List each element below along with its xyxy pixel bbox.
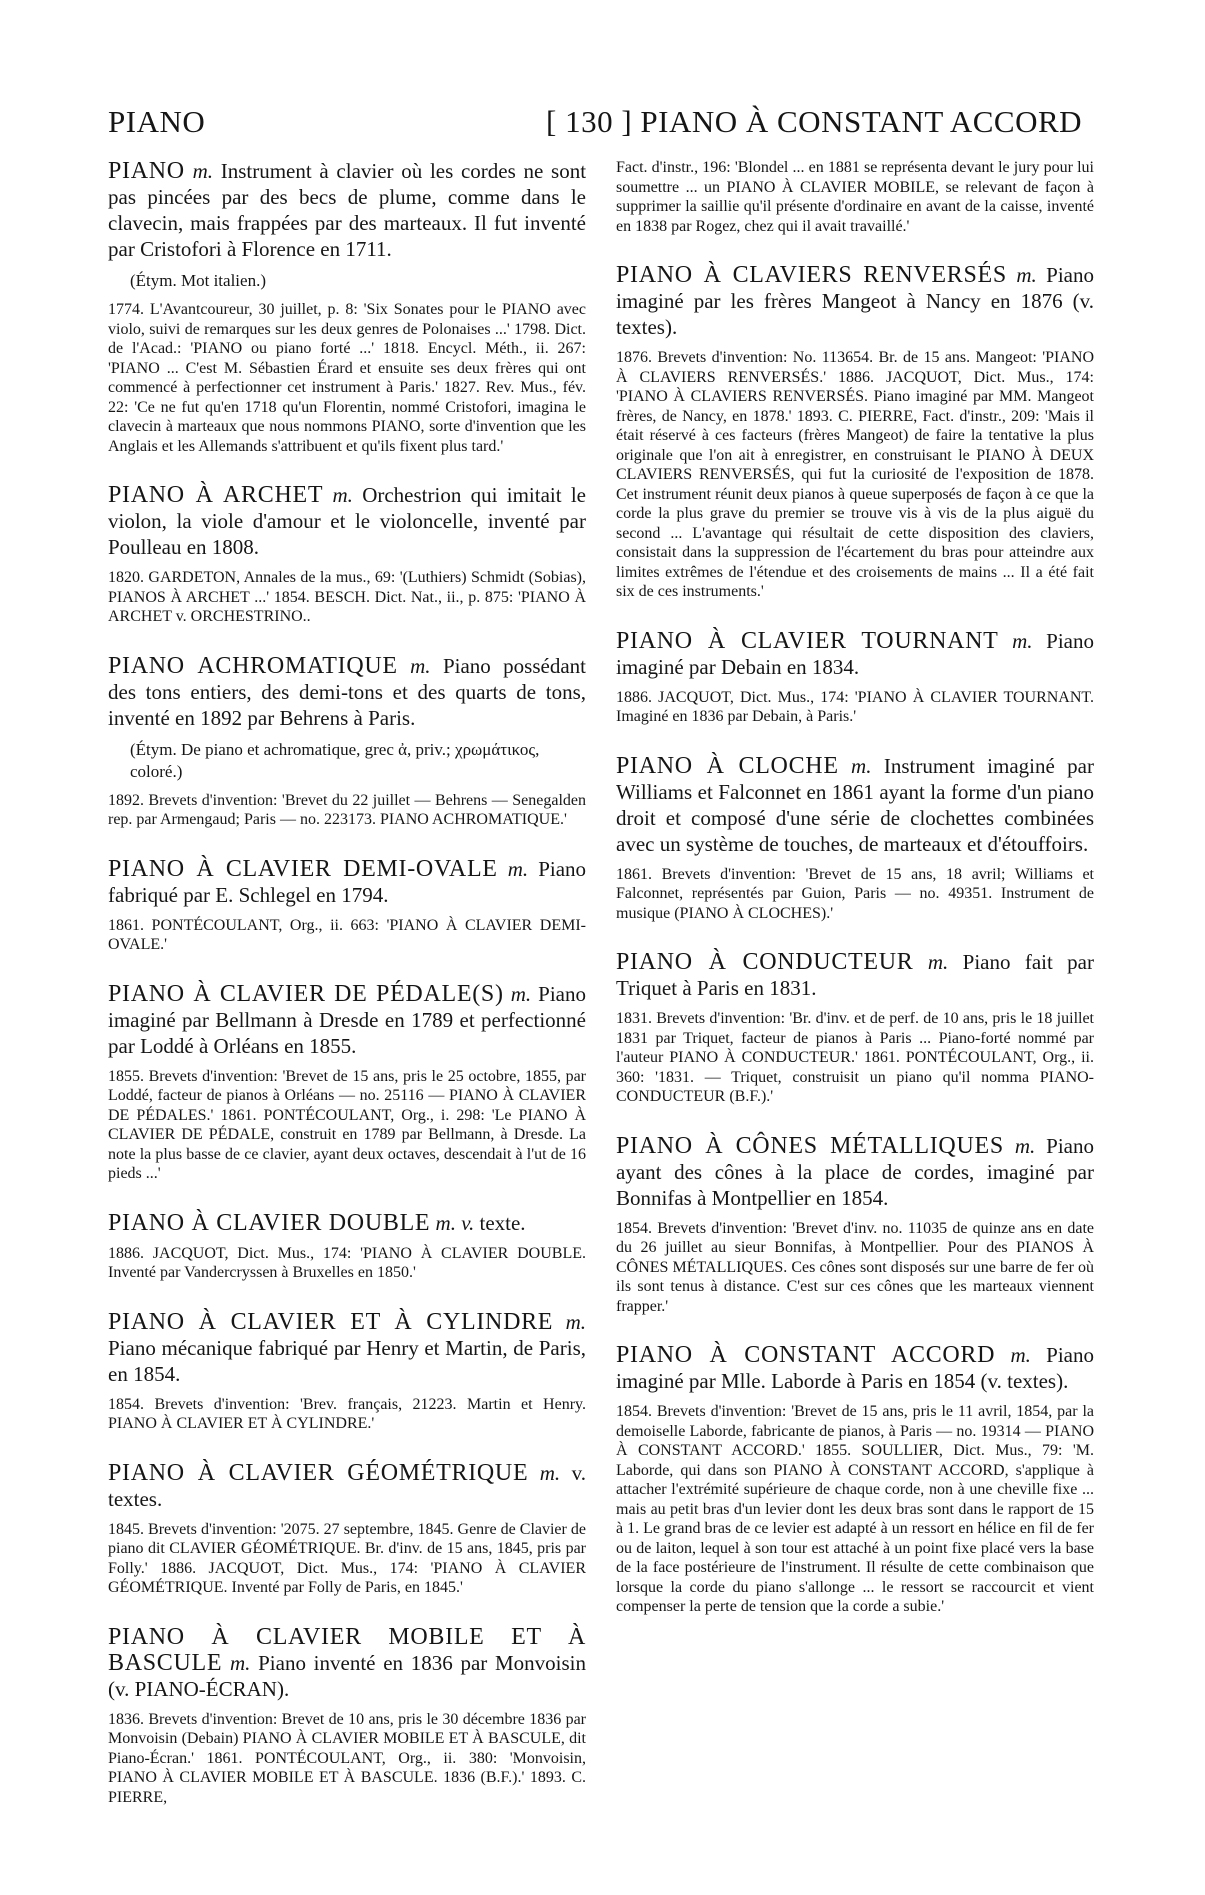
entry-citations: 1774. L'Avantcoureur, 30 juillet, p. 8: 'Six Sonates pour le PIANO avec violo, suivi de remarques sur les deux genres de Polonaises ...' 1798. Dict. de l'Acad.: 'PIANO ou piano forté ...' 1818. Encycl. Méth., ii. 267: 'PIANO ... C'est M. Sébastien Érard et ensuite ses deux frères qui ont commencé à perfectionner cet instrument à Paris.' 1827. Rev. Mus., fév. 22: 'Ce ne fut qu'en 1718 qu'un Florentin, nommé Cristofori, imagina le clavecin à marteaux que nous nommons PIANO, sorte d'invention que les Anglais et les Allemands s'attribuent et qu'ils fixent plus tard.' [108, 301, 586, 455]
entry-headword: PIANO À CÔNES MÉTALLIQUES [616, 1132, 1004, 1159]
entry-gender: m. [1014, 1133, 1036, 1158]
running-head-right: [ 130 ] PIANO À CONSTANT ACCORD [546, 104, 1083, 139]
dictionary-entry [616, 628, 1094, 727]
entry-gender: m. [332, 483, 353, 507]
running-head-left: PIANO [108, 104, 206, 139]
entry-gender: m. [565, 1309, 586, 1334]
entry-headword: PIANO À CLAVIER MOBILE ET À BASCULE [108, 1623, 586, 1676]
entry-definition-line [108, 1309, 586, 1387]
entry-continuation: Fact. d'instr., 196: 'Blondel ... en 1881 se représenta devant le jury pour lui soumettre ... un PIANO À CLAVIER MOBILE, se relevant de façon à supprimer la saillie qu'il présente d'ordinaire en avant de la caisse, inventé en 1838 par Rogez, chez qui il avait travaillé.' [616, 159, 1094, 235]
entry-definition: Instrument à clavier où les cordes ne sont pas pincées par des becs de plume, comme dans le clavecin, mais frappées par des marteaux. Il fut inventé par Cristofori à Florence en 1711. [108, 159, 587, 261]
entry-definition: Piano mécanique fabriqué par Henry et Martin, de Paris, en 1854. [108, 1335, 586, 1386]
entry-citations: 1854. Brevets d'invention: 'Brev. français, 21223. Martin et Henry. PIANO À CLAVIER ET À CYLINDRE.' [108, 1395, 586, 1432]
entry-definition: Piano imaginé par Mlle. Laborde à Paris en 1854 (v. textes). [616, 1343, 1095, 1393]
entry-citations: 1854. Brevets d'invention: 'Brevet d'inv. no. 11035 de quinze ans en date du 26 juillet au sieur Bonnifas, à Montpellier. Pour des PIANOS À CÔNES MÉTALLIQUES. Ces cônes sont disposés sur une barre de fer où ils sont tenus à distance. C'est sur ces cônes que les marteaux viennent frapper.' [616, 1219, 1094, 1315]
entry-definition: Piano possédant des tons entiers, des demi-tons et des quarts de tons, inventé en 1892 par Behrens à Paris. [108, 653, 586, 730]
entry-citations: 1855. Brevets d'invention: 'Brevet de 15 ans, pris le 25 octobre, 1855, par Loddé, facteur de pianos à Orléans — no. 25116 — PIANO À CLAVIER DE PÉDALES.' 1861. PONTÉCOULANT, Org., i. 298: 'Le PIANO À CLAVIER DE PÉDALE, construit en 1789 par Bellmann, à Dresde. La note la plus basse de ce clavier, ayant deux octaves, descendait à l'ut de 16 pieds ...' [108, 1067, 586, 1182]
dictionary-entry [108, 856, 586, 955]
right-column [616, 158, 1094, 1617]
entry-definition-line [108, 1624, 586, 1702]
entry-citations: 1876. Brevets d'invention: No. 113654. Br. de 15 ans. Mangeot: 'PIANO À CLAVIERS RENVERSÉS.' 1886. JACQUOT, Dict. Mus., 174: 'PIANO À CLAVIERS RENVERSÉS. Piano imaginé par MM. Mangeot frères, de Nancy, en 1878.' 1893. C. PIERRE, Fact. d'instr., 209: 'Mais il était réservé à ces facteurs (frères Mangeot) de faire la tentative la plus originale que l'on ait à enregistrer, en construisant le PIANO À DEUX CLAVIERS RENVERSÉS, qui fut la curiosité de l'exposition de 1878. Cet instrument réunit deux pianos à queue superposés de façon à ce que la corde la plus grave du premier se trouve vis à vis de la plus aiguë du second ... L'avantage qui résultait de cette disposition des claviers, consistait dans la suppression de l'écartement du bras pour atteindre aux limites extrêmes de l'étendue et des croisements de mains ... Il a été fait six de ces instruments.' [616, 349, 1094, 600]
dictionary-entry [108, 158, 586, 456]
entry-gender: m. [192, 159, 213, 183]
entry-gender: m. [851, 753, 872, 778]
dictionary-entry [616, 1133, 1094, 1317]
entry-definition-line [616, 1133, 1094, 1211]
dictionary-entry [616, 1342, 1094, 1617]
entry-headword: PIANO À CLAVIER ET À CYLINDRE [108, 1308, 554, 1335]
entry-citations: 1820. GARDETON, Annales de la mus., 69: '(Luthiers) Schmidt (Sobias), PIANOS À ARCHET ...' 1854. BESCH. Dict. Nat., ii., p. 875: 'PIANO À ARCHET v. ORCHESTRINO.. [108, 569, 586, 625]
entry-headword: PIANO À CLAVIER TOURNANT [616, 627, 999, 654]
entry-gender: m. [510, 981, 532, 1006]
entry-definition: v. textes. [108, 1460, 587, 1511]
entry-gender: m. v. [435, 1210, 475, 1235]
entry-definition: Piano inventé en 1836 par Monvoisin (v. PIANO-ÉCRAN). [108, 1650, 586, 1701]
entry-gender: m. [410, 653, 431, 678]
dictionary-entry [108, 981, 586, 1184]
entry-citations: 1861. PONTÉCOULANT, Org., ii. 663: 'PIANO À CLAVIER DEMI-OVALE.' [108, 916, 586, 953]
entry-citations: 1861. Brevets d'invention: 'Brevet de 15 ans, 18 avril; Williams et Falconnet, représentés par Guion, Paris — no. 49351. Instrument de musique (PIANO À CLOCHES).' [616, 865, 1094, 922]
entry-definition: Piano imaginé par Debain en 1834. [616, 628, 1095, 679]
dictionary-entry [108, 1460, 586, 1598]
entry-definition: Instrument imaginé par Williams et Falconnet en 1861 ayant la forme d'un piano droit et composé d'une série de clochettes combinées avec un système de touches, de marteaux et d'étouffoirs. [616, 753, 1094, 856]
entry-citations: 1886. JACQUOT, Dict. Mus., 174: 'PIANO À CLAVIER DOUBLE. Inventé par Vandercryssen à Bruxelles en 1850.' [108, 1244, 586, 1281]
entry-definition-line [108, 653, 586, 731]
entry-gender: m. [229, 1650, 251, 1675]
dictionary-entry [616, 949, 1094, 1107]
entry-gender: m. [507, 856, 529, 881]
entry-citations: 1886. JACQUOT, Dict. Mus., 174: 'PIANO À CLAVIER TOURNANT. Imaginé en 1836 par Debain, à Paris.' [616, 688, 1094, 725]
entry-gender: m. [1012, 628, 1033, 653]
entry-definition-line [108, 1460, 586, 1512]
entry-definition: Piano imaginé par les frères Mangeot à Nancy en 1876 (v. textes). [616, 263, 1094, 339]
dictionary-entry [108, 1624, 586, 1808]
entry-headword: PIANO À CONDUCTEUR [616, 949, 914, 975]
entry-definition: Piano fabriqué par E. Schlegel en 1794. [108, 856, 587, 907]
entry-headword: PIANO À ARCHET [108, 482, 324, 508]
entry-definition-line [108, 482, 586, 560]
entry-headword: PIANO ACHROMATIQUE [108, 652, 398, 679]
entry-headword: PIANO À CLAVIER DEMI-OVALE [108, 855, 498, 882]
entry-gender: m. [539, 1460, 561, 1485]
entry-definition-line [108, 981, 586, 1059]
entry-headword: PIANO À CLAVIER DOUBLE [108, 1209, 431, 1236]
entry-definition: Piano ayant des cônes à la place de cordes, imaginé par Bonnifas à Montpellier en 1854. [616, 1133, 1095, 1210]
entry-definition-line [616, 628, 1094, 680]
entry-etymology: (Étym. De piano et achromatique, grec ἀ, priv.; χρωμάτικος, coloré.) [130, 739, 540, 781]
entry-headword: PIANO À CLOCHE [616, 752, 839, 779]
running-head [108, 104, 1105, 144]
entry-headword: PIANO [108, 158, 185, 184]
dictionary-entry [616, 158, 1094, 236]
dictionary-entry [108, 653, 586, 830]
entry-definition: Piano imaginé par Bellmann à Dresde en 1789 et perfectionné par Loddé à Orléans en 1855. [108, 981, 587, 1058]
entry-gender: m. [927, 950, 949, 974]
entry-headword: PIANO À CONSTANT ACCORD [616, 1342, 996, 1368]
left-column [108, 158, 586, 1807]
dictionary-entry [108, 1210, 586, 1283]
dictionary-entry [108, 482, 586, 627]
entry-headword: PIANO À CLAVIER GÉOMÉTRIQUE [108, 1459, 529, 1486]
dictionary-entry [616, 753, 1094, 924]
entry-definition-line [108, 158, 586, 262]
entry-citations: 1836. Brevets d'invention: Brevet de 10 ans, pris le 30 décembre 1836 par Monvoisin (Debain) PIANO À CLAVIER MOBILE ET À BASCULE, dit Piano-Écran.' 1861. PONTÉCOULANT, Org., ii. 380: 'Monvoisin, PIANO À CLAVIER MOBILE ET À BASCULE. 1836 (B.F.).' 1893. C. PIERRE, [108, 1710, 586, 1806]
entry-definition-line [616, 262, 1094, 340]
entry-citations: 1854. Brevets d'invention: 'Brevet de 15 ans, pris le 11 avril, 1854, par la demoiselle Laborde, fabricante de pianos, à Paris — no. 19314 — PIANO À CONSTANT ACCORD.' 1855. SOULLIER, Dict. Mus., 79: 'M. Laborde, qui dans son PIANO À CONSTANT ACCORD, s'applique à attacher l'extrémité supérieure de chaque corde, non à une cheville fixe ... mais au petit bras d'un levier dont les deux bras sont dans le rapport de 15 à 1. Le grand bras de ce levier est adapté à un ressort en hélice en fil de fer ou de laiton, lequel à son tour est attaché à un point fixe placé vers la base de la face postérieure de l'instrument. Il résulte de cette combinaison que lorsque la corde du piano s'allonge ... le ressort se raccourcit et vient compenser la perte de tension que la corde a subie.' [616, 1403, 1094, 1615]
entry-definition: texte. [479, 1210, 526, 1235]
entry-definition-line [616, 753, 1094, 857]
entry-definition-line [108, 856, 586, 908]
entry-etymology: (Étym. Mot italien.) [130, 271, 266, 290]
entry-gender: m. [1016, 263, 1037, 287]
entry-citations: 1892. Brevets d'invention: 'Brevet du 22 juillet — Behrens — Senegalden rep. par Armengaud; Paris — no. 223173. PIANO ACHROMATIQUE.' [108, 791, 586, 828]
entry-headword: PIANO À CLAVIERS RENVERSÉS [616, 262, 1007, 288]
entry-definition: Orchestrion qui imitait le violon, la viole d'amour et le violoncelle, inventé par Poulleau en 1808. [108, 483, 586, 559]
entry-citations: 1845. Brevets d'invention: '2075. 27 septembre, 1845. Genre de Clavier de piano dit CLAVIER GÉOMÉTRIQUE. Br. d'inv. de 15 ans, 1845, pris par Folly.' 1886. JACQUOT, Dict. Mus., 174: 'PIANO À CLAVIER GÉOMÉTRIQUE. Inventé par Folly de Paris, en 1845.' [108, 1520, 586, 1596]
entry-citations: 1831. Brevets d'invention: 'Br. d'inv. et de perf. de 10 ans, pris le 18 juillet 1831 par Triquet, facteur de pianos à Paris ... Piano-forté nommé par l'auteur PIANO À CONDUCTEUR.' 1861. PONTÉCOULANT, Org., ii. 360: '1831. — Triquet, construisit un piano qu'il nomma PIANO-CONDUCTEUR (B.F.).' [616, 1010, 1094, 1105]
dictionary-entry [108, 1309, 586, 1434]
entry-headword: PIANO À CLAVIER DE PÉDALE(S) [108, 980, 504, 1007]
entry-definition-line [108, 1210, 586, 1236]
entry-definition-line [616, 949, 1094, 1001]
entry-gender: m. [1010, 1343, 1031, 1367]
entry-definition-line [616, 1342, 1094, 1394]
dictionary-entry [616, 262, 1094, 602]
entry-definition: Piano fait par Triquet à Paris en 1831. [616, 950, 1094, 1000]
